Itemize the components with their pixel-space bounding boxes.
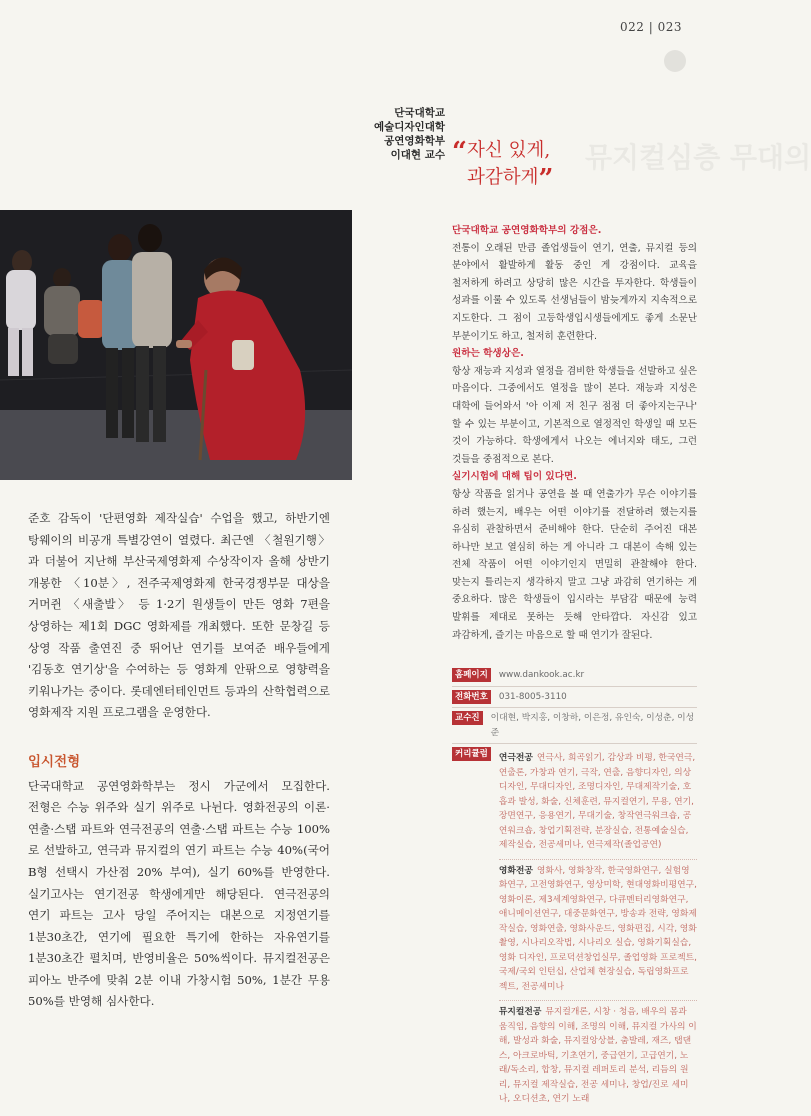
qa-block <box>452 222 697 345</box>
qa-question: 원하는 학생상은. <box>452 348 524 360</box>
headline-line-2 <box>452 165 553 192</box>
page-number: 022 | 023 <box>620 20 682 34</box>
faculty-list: 이대현, 박지홍, 이창하, 이은정, 유인숙, 이성춘, 이성준 <box>490 713 695 738</box>
major-courses: 연극사, 희곡읽기, 감상과 비평, 한국연극, 연출론, 가창과 연기, 극작, 연출, 음향디자인, 의상디자인, 무대디자인, 조명디자인, 무대제작기술, 호흡과 발성, 화술, 신체훈련, 뮤지컬연기, 무용, 연기, 장면연구, 응용연기, 무대기술, 창작연극워크숍, 공연워크숍, 창업기획전략, 분장실습, 전통예술실습, 제작실습, 전공세미나, 연극제작(졸업공연) <box>498 753 696 850</box>
school-department: 공연영화학부 <box>384 135 445 147</box>
qa-question: 실기시험에 대해 팁이 있다면. <box>452 471 577 483</box>
headline-line-1 <box>452 138 553 165</box>
major-courses: 영화사, 영화창작, 한국영화연구, 실험영화연구, 고전영화연구, 영상미학, 현대영화비평연구, 영화이론, 제3세계영화연구, 다큐멘터리영화연구, 애니메이션연구, 대중문화연구, 방송과 전략, 영화제작실습, 영화연출, 영화사운드, 영화편집, 시각, 영화촬영, 시나리오작법, 시나리오 실습, 영화기획실습, 영화 디자인, 프로덕션창업실무, 졸업영화 프로젝트, 국제/국외 인턴십, 산업체 현장실습, 독립영화프로젝트, 전공세미나 <box>498 865 697 992</box>
headline-text-2: 과감하게 <box>467 167 539 188</box>
major-courses: 뮤지컬개론, 시창 · 청음, 배우의 몸과 움직임, 음향의 이해, 조명의 이해, 뮤지컬 가사의 이해, 발성과 화술, 뮤지컬앙상블, 춤발레, 재즈, 탭댄스, 아크로바틱, 기초연기, 중급연기, 고급연기, 노래/독소리, 합창, 뮤지컬 레퍼토리 분석, 리듬의 원리, 뮤지컬 제작실습, 전공 세미나, 창업/진로 세미나, 오디션초, 연기 노래 <box>498 1007 697 1104</box>
open-quote-mark: “ <box>452 137 467 167</box>
info-label: 전화번호 <box>452 690 491 704</box>
headline-text-1: 자신 있게, <box>466 140 551 161</box>
qa-block <box>452 468 697 644</box>
qa-answer: 전통이 오래된 만큼 졸업생들이 연기, 연출, 뮤지컬 등의 분야에서 활발하게 활동 중인 게 강점이다. 교육을 철저하게 하려고 상당히 많은 시간을 투자한다. 학생들이 성과를 이룰 수 있도록 선생님들이 밤늦게까지 지속적으로 지도한다. 그 점이 고등학생입시생들에게도 좋게 소문난 부분이기도 하고, 철저히 훈련한다. <box>452 242 697 342</box>
corner-dot-decoration <box>664 50 686 72</box>
school-college: 예술디자인대학 <box>373 121 445 133</box>
school-info <box>355 106 445 162</box>
info-row-curriculum <box>452 744 697 1116</box>
info-table <box>452 665 697 1116</box>
stage-photo <box>0 210 352 480</box>
close-quote-mark: ” <box>538 164 554 194</box>
interview-column <box>452 222 697 644</box>
ghost-background-text: 뮤지컬심층 무대의 <box>585 141 811 174</box>
major-name: 뮤지컬전공 <box>498 1007 542 1017</box>
qa-answer: 항상 작품을 읽거나 공연을 볼 때 연출가가 무슨 이야기를 하려 했는지, 배우는 어떤 이야기를 전달하려 했는지를 유심히 관찰하면서 준비해야 한다. 단순히 주어진 대본 하나만 보고 열심히 하는 게 아니라 그 대본이 속해 있는 전체 작품이 어떤 이야기인지 면밀히 관찰해야 한다. 맞는지 틀리는지 생각하지 말고 그냥 과감히 연기하는 게 중요하다. 많은 학생들이 입시라는 부담감 때문에 능력 발휘를 제대로 못하는 듯해 안타깝다. 자신감 있고 과감하게, 즐기는 마음으로 할 때 연기가 잘된다. <box>452 488 697 641</box>
section-heading-admissions: 입시전형 <box>28 753 81 770</box>
major-block <box>499 860 697 1002</box>
info-row-faculty <box>452 708 697 744</box>
qa-block <box>452 345 697 468</box>
major-name: 연극전공 <box>498 753 533 763</box>
major-block <box>499 1001 697 1113</box>
major-name: 영화전공 <box>498 865 533 876</box>
left-paragraph-2: 단국대학교 공연영화학부는 정시 가군에서 모집한다. 전형은 수능 위주와 실기 위주로 나뉜다. 영화전공의 이론·연출·스탭 파트와 연극전공의 연출·스탭 파트는 수능 100%로 선발하고, 연극과 뮤지컬의 연기 파트는 수능 40%(국어 B형 선택시 가산점 20% 부여), 실기 60%를 반영한다. 실기고사는 연기전공 학생에게만 해당된다. 연극전공의 연기 파트는 고사 당일 주어지는 대본으로 지정연기를 1분30초간, 연기에 필요한 특기에 한하는 자유연기를 1분30초간 펼치며, 반영비율은 50%씩이다. 뮤지컬전공은 피아노 반주에 맞춰 2분 이내 가창시험 50%, 1분간 무용 50%를 반영해 심사한다. <box>28 778 330 1009</box>
left-paragraph-1: 준호 감독이 '단편영화 제작실습' 수업을 했고, 하반기엔 탕웨이의 비공개 특별강연이 열렸다. 최근엔 〈철원기행〉과 더불어 지난해 부산국제영화제 수상작이자 올해 상반기 개봉한 〈10분〉, 전주국제영화제 한국경쟁부문 대상을 거머쥔 〈새출발〉 등 1·2기 원생들이 만든 영화 7편을 상영하는 제1회 DGC 영화제를 개최했다. 또한 문창길 등 상영 작품 출연진 중 뛰어난 연기를 보여준 배우들에게 '김동호 연기상'을 수여하는 등 영화계 안팎으로 영향력을 키워나가는 중이다. 롯데엔터테인먼트 등과의 산학협력으로 영화제작 지원 프로그램을 운영한다. <box>28 511 330 720</box>
majors-list <box>499 747 697 1113</box>
info-label: 교수진 <box>452 711 483 725</box>
info-row-phone <box>452 687 697 709</box>
info-label: 커리큘럼 <box>452 747 491 761</box>
info-label: 홈페이지 <box>452 668 491 682</box>
school-university: 단국대학교 <box>394 107 445 119</box>
headline <box>452 138 553 192</box>
left-column <box>28 508 330 1013</box>
phone-number: 031-8005-3110 <box>498 691 567 702</box>
major-block <box>499 747 697 860</box>
qa-answer: 항상 재능과 지성과 열정을 겸비한 학생들을 선발하고 싶은 마음이다. 그중에서도 열정을 많이 본다. 재능과 지성은 대학에 들어와서 '아 이제 저 친구 점점 더 좋아지는구나' 할 수 있는 부분이고, 기본적으로 열정적인 학생일 때 모든 것이 가능하다. 학생에게서 나오는 에너지와 태도, 그런 것들을 중점적으로 본다. <box>452 365 697 465</box>
homepage-link[interactable]: www.dankook.ac.kr <box>498 670 585 680</box>
school-professor: 이대현 교수 <box>390 149 445 161</box>
stage-photo-illustration <box>0 210 352 480</box>
info-row-homepage <box>452 665 697 687</box>
qa-question: 단국대학교 공연영화학부의 강점은. <box>452 225 602 236</box>
